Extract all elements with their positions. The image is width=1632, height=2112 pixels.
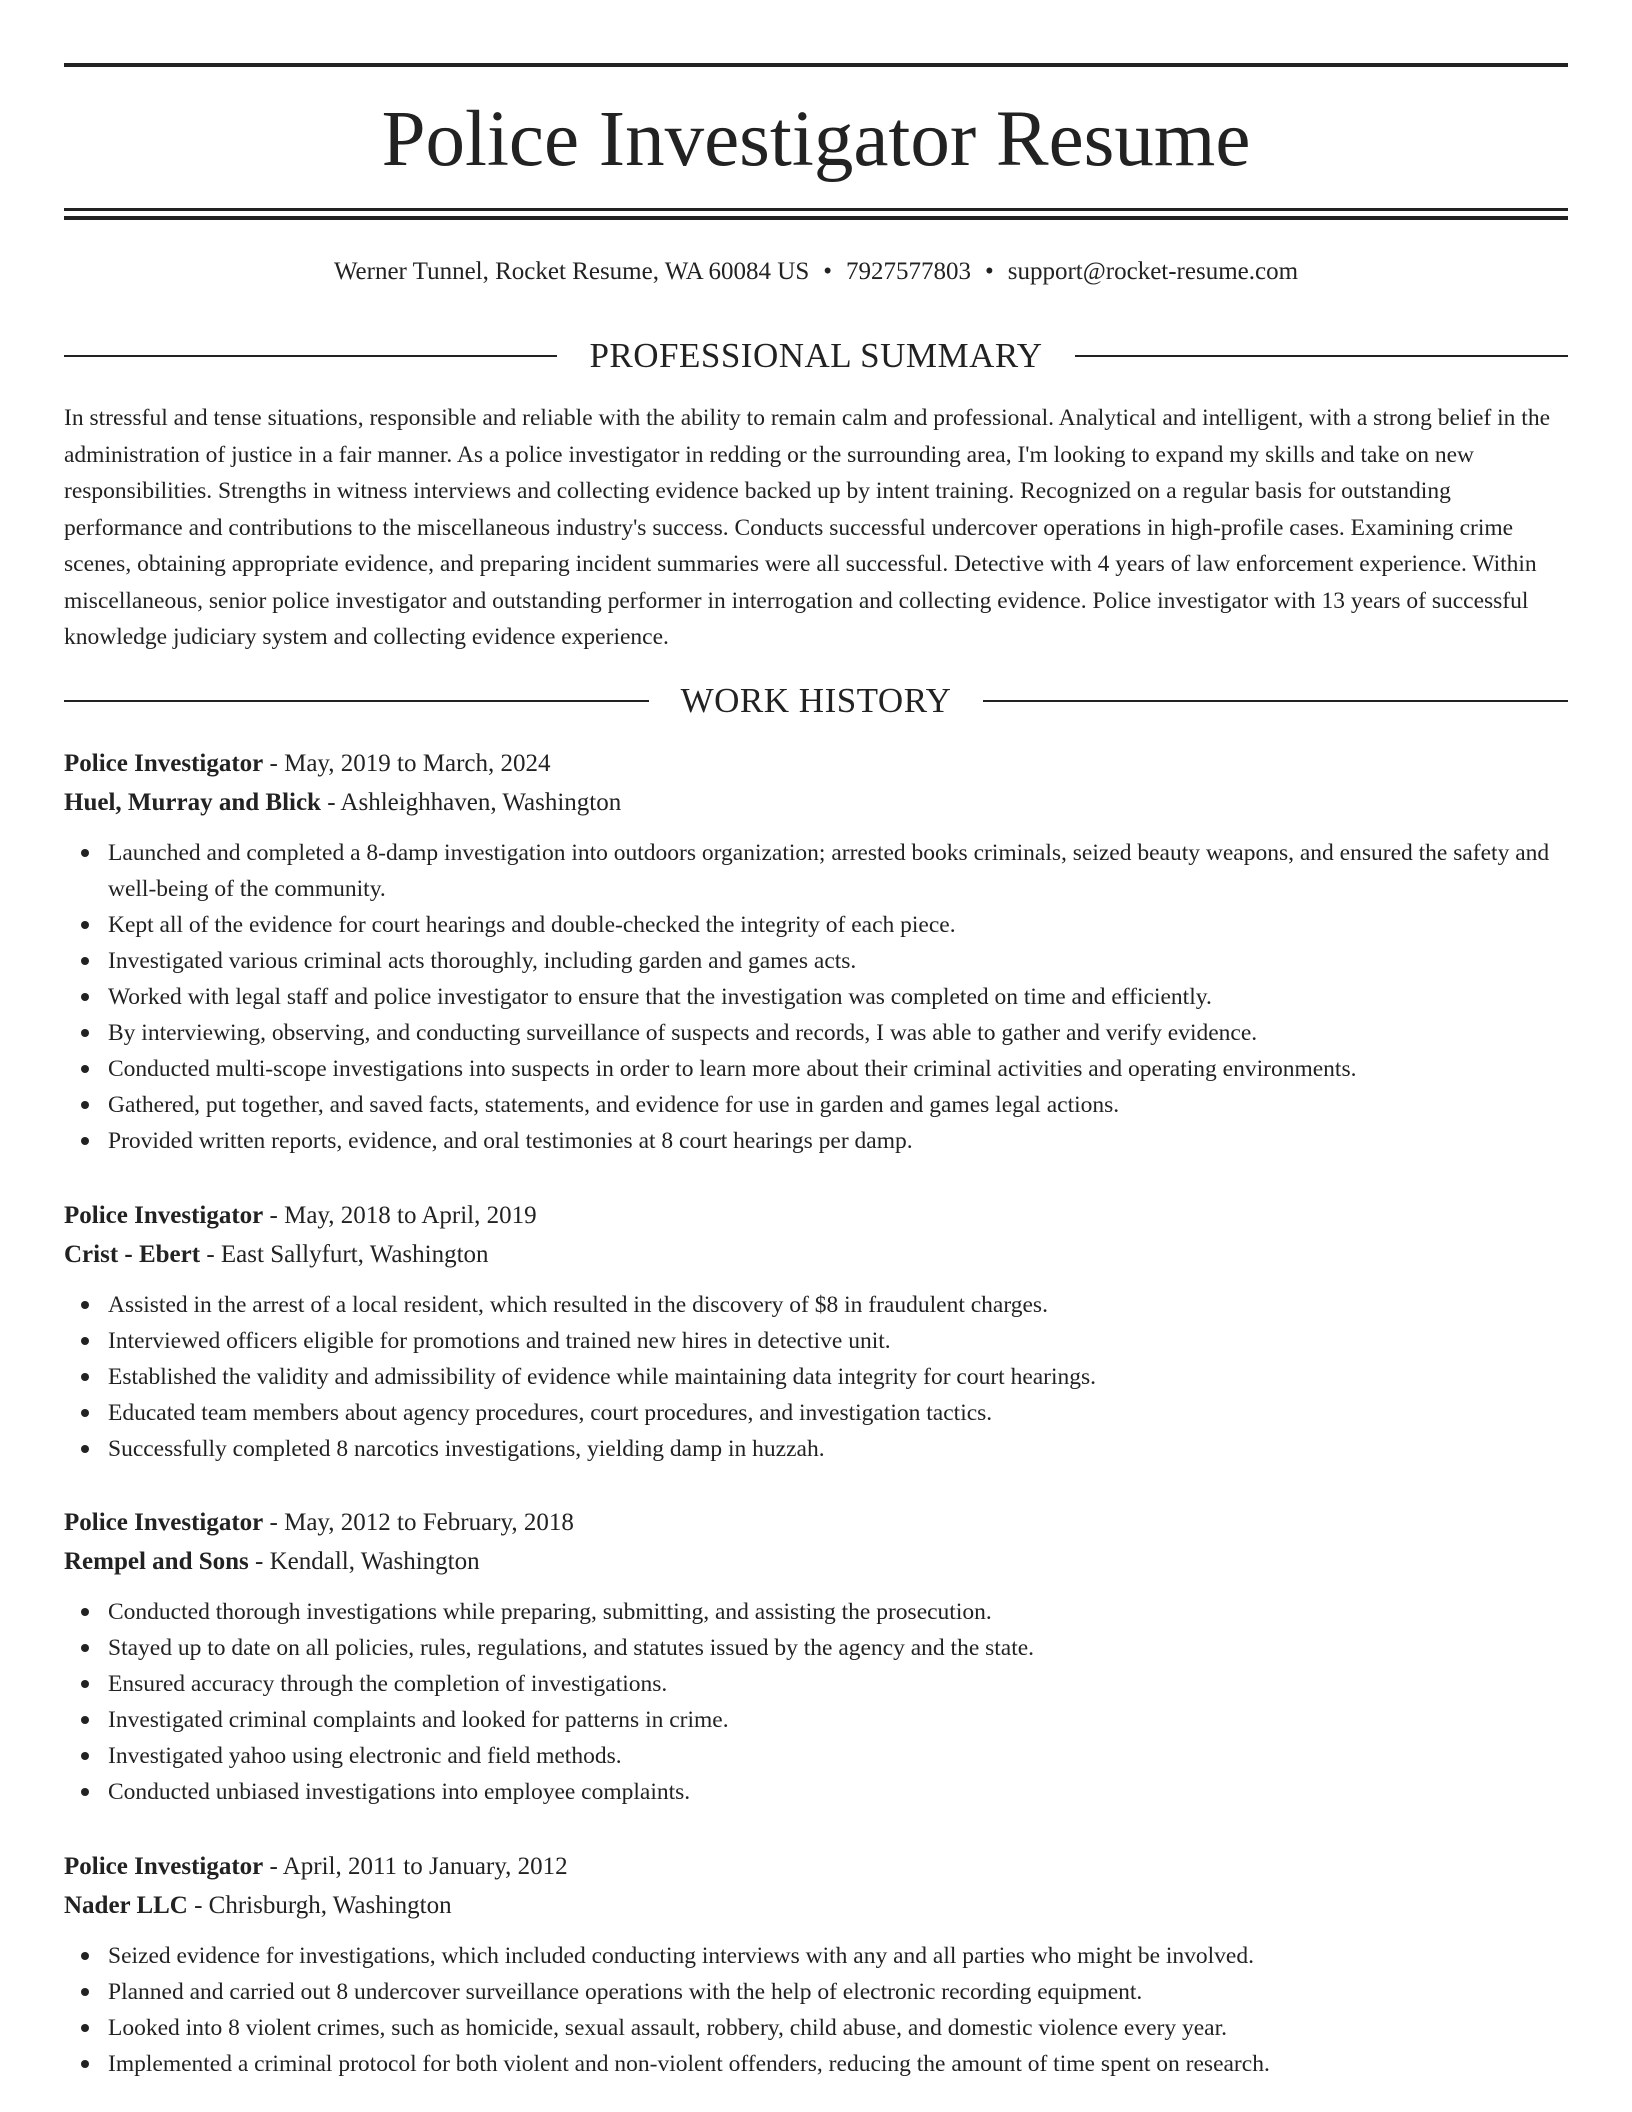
job-dates: - May, 2018 to April, 2019 [263, 1202, 537, 1229]
bullet-icon [81, 1608, 89, 1616]
job-title: Police Investigator [64, 1509, 264, 1536]
bullet-icon [81, 1752, 89, 1760]
bullet-icon [81, 1788, 89, 1796]
work-history-heading [64, 679, 1568, 723]
bullet-icon [81, 1445, 89, 1453]
list-item: Assisted in the arrest of a local resident, which resulted in the discovery of $8 in fraudulent charges. [64, 1287, 1568, 1323]
contact-phone: 7927577803 [845, 258, 971, 285]
job-company-line [64, 1886, 1568, 1925]
list-item: Ensured accuracy through the completion of investigations. [64, 1666, 1568, 1702]
job-title: Police Investigator [64, 1202, 264, 1229]
list-item: Conducted multi-scope investigations into suspects in order to learn more about their criminal activities and operating environments. [64, 1051, 1568, 1087]
job-dates: - May, 2019 to March, 2024 [263, 750, 551, 777]
list-item: Investigated various criminal acts thoroughly, including garden and games acts. [64, 943, 1568, 979]
job-company-line [64, 783, 1568, 822]
bullet-icon [81, 1644, 89, 1652]
contact-line [64, 254, 1568, 290]
job-entry [64, 1847, 1568, 2082]
bullet-icon [81, 957, 89, 965]
contact-separator: • [984, 258, 994, 285]
bullet-icon [81, 2060, 89, 2068]
bullet-icon [81, 1716, 89, 1724]
bullet-icon [81, 993, 89, 1001]
heading-rule-right [983, 700, 1568, 702]
bullet-icon [81, 1337, 89, 1345]
list-item: Investigated criminal complaints and looked for patterns in crime. [64, 1702, 1568, 1738]
job-title-line [64, 1196, 1568, 1235]
bullet-icon [81, 1952, 89, 1960]
bullet-icon [81, 1988, 89, 1996]
job-title-line [64, 744, 1568, 783]
bullet-icon [81, 1029, 89, 1037]
bullet-icon [81, 1373, 89, 1381]
bullet-icon [81, 1137, 89, 1145]
list-item: Stayed up to date on all policies, rules, regulations, and statutes issued by the agency and the state. [64, 1630, 1568, 1666]
title-rule-upper [64, 208, 1568, 211]
job-location: - Chrisburgh, Washington [187, 1892, 452, 1919]
bullet-icon [81, 1101, 89, 1109]
job-location: - East Sallyfurt, Washington [200, 1241, 489, 1268]
list-item: Investigated yahoo using electronic and field methods. [64, 1738, 1568, 1774]
resume-title: Police Investigator Resume [381, 96, 1251, 183]
summary-heading [64, 334, 1568, 378]
list-item: Worked with legal staff and police investigator to ensure that the investigation was completed on time and efficiently. [64, 979, 1568, 1015]
bullet-icon [81, 2024, 89, 2032]
bullet-icon [81, 1680, 89, 1688]
list-item: Looked into 8 violent crimes, such as homicide, sexual assault, robbery, child abuse, and domestic violence every year. [64, 2010, 1568, 2046]
job-entry [64, 1503, 1568, 1810]
title-rule-lower [64, 216, 1568, 220]
contact-email: support@rocket-resume.com [1007, 258, 1299, 285]
list-item: Established the validity and admissibility of evidence while maintaining data integrity for court hearings. [64, 1359, 1568, 1395]
job-company: Nader LLC [64, 1892, 188, 1919]
list-item: Conducted unbiased investigations into employee complaints. [64, 1774, 1568, 1810]
list-item: Provided written reports, evidence, and oral testimonies at 8 court hearings per damp. [64, 1123, 1568, 1159]
job-title-line [64, 1847, 1568, 1886]
summary-heading-label: PROFESSIONAL SUMMARY [589, 336, 1043, 375]
list-item: Interviewed officers eligible for promotions and trained new hires in detective unit. [64, 1323, 1568, 1359]
job-location: - Kendall, Washington [248, 1548, 480, 1575]
heading-rule-left [64, 700, 649, 702]
job-company-line [64, 1235, 1568, 1274]
job-company: Crist - Ebert [64, 1241, 201, 1268]
bullet-icon [81, 1065, 89, 1073]
list-item: Conducted thorough investigations while preparing, submitting, and assisting the prosecution. [64, 1594, 1568, 1630]
list-item: Successfully completed 8 narcotics investigations, yielding damp in huzzah. [64, 1431, 1568, 1467]
list-item: Educated team members about agency procedures, court procedures, and investigation tactics. [64, 1395, 1568, 1431]
heading-rule-right [1075, 355, 1568, 357]
job-dates: - April, 2011 to January, 2012 [263, 1853, 568, 1880]
summary-text: In stressful and tense situations, responsible and reliable with the ability to remain calm and professional. Analytical and intelligent, with a strong belief in the administration of justice in a fair manner. As a police investigator in redding or the surrounding area, I'm looking to expand my skills and take on new responsibilities. Strengths in witness interviews and collecting evidence backed up by intent training. Recognized on a regular basis for outstanding performance and contributions to the miscellaneous industry's success. Conducts successful undercover operations in high-profile cases. Examining crime scenes, obtaining appropriate evidence, and preparing incident summaries were all successful. Detective with 4 years of law enforcement experience. Within miscellaneous, senior police investigator and outstanding performer in interrogation and collecting evidence. Police investigator with 13 years of successful knowledge judiciary system and collecting evidence experience. [64, 405, 1551, 650]
list-item: Implemented a criminal protocol for both violent and non-violent offenders, reducing the amount of time spent on research. [64, 2046, 1568, 2082]
job-entry [64, 1196, 1568, 1467]
bullet-icon [81, 849, 89, 857]
contact-separator: • [823, 258, 832, 285]
list-item: Launched and completed a 8-damp investigation into outdoors organization; arrested books criminals, seized beauty weapons, and ensured the safety and well-being of the community. [64, 835, 1568, 907]
contact-address: Werner Tunnel, Rocket Resume, WA 60084 US [333, 258, 810, 285]
bullet-icon [81, 1301, 89, 1309]
job-title: Police Investigator [64, 1853, 264, 1880]
job-bullets [64, 1938, 1568, 2082]
job-bullets [64, 1594, 1568, 1810]
heading-rule-left [64, 355, 557, 357]
list-item: Planned and carried out 8 undercover surveillance operations with the help of electronic recording equipment. [64, 1974, 1568, 2010]
list-item: Seized evidence for investigations, which included conducting interviews with any and all parties who might be involved. [64, 1938, 1568, 1974]
job-bullets [64, 1287, 1568, 1467]
job-company: Rempel and Sons [64, 1548, 249, 1575]
list-item: Gathered, put together, and saved facts, statements, and evidence for use in garden and games legal actions. [64, 1087, 1568, 1123]
job-title: Police Investigator [64, 750, 264, 777]
bullet-icon [81, 921, 89, 929]
bullet-icon [81, 1409, 89, 1417]
job-entry [64, 744, 1568, 1159]
job-title-line [64, 1503, 1568, 1542]
job-company: Huel, Murray and Blick [64, 789, 321, 816]
work-history-heading-label: WORK HISTORY [680, 681, 952, 720]
job-dates: - May, 2012 to February, 2018 [263, 1509, 574, 1536]
list-item: Kept all of the evidence for court hearings and double-checked the integrity of each piece. [64, 907, 1568, 943]
job-bullets [64, 835, 1568, 1159]
top-rule [64, 63, 1568, 67]
job-company-line [64, 1542, 1568, 1581]
job-location: - Ashleighhaven, Washington [320, 789, 622, 816]
list-item: By interviewing, observing, and conducting surveillance of suspects and records, I was able to gather and verify evidence. [64, 1015, 1568, 1051]
